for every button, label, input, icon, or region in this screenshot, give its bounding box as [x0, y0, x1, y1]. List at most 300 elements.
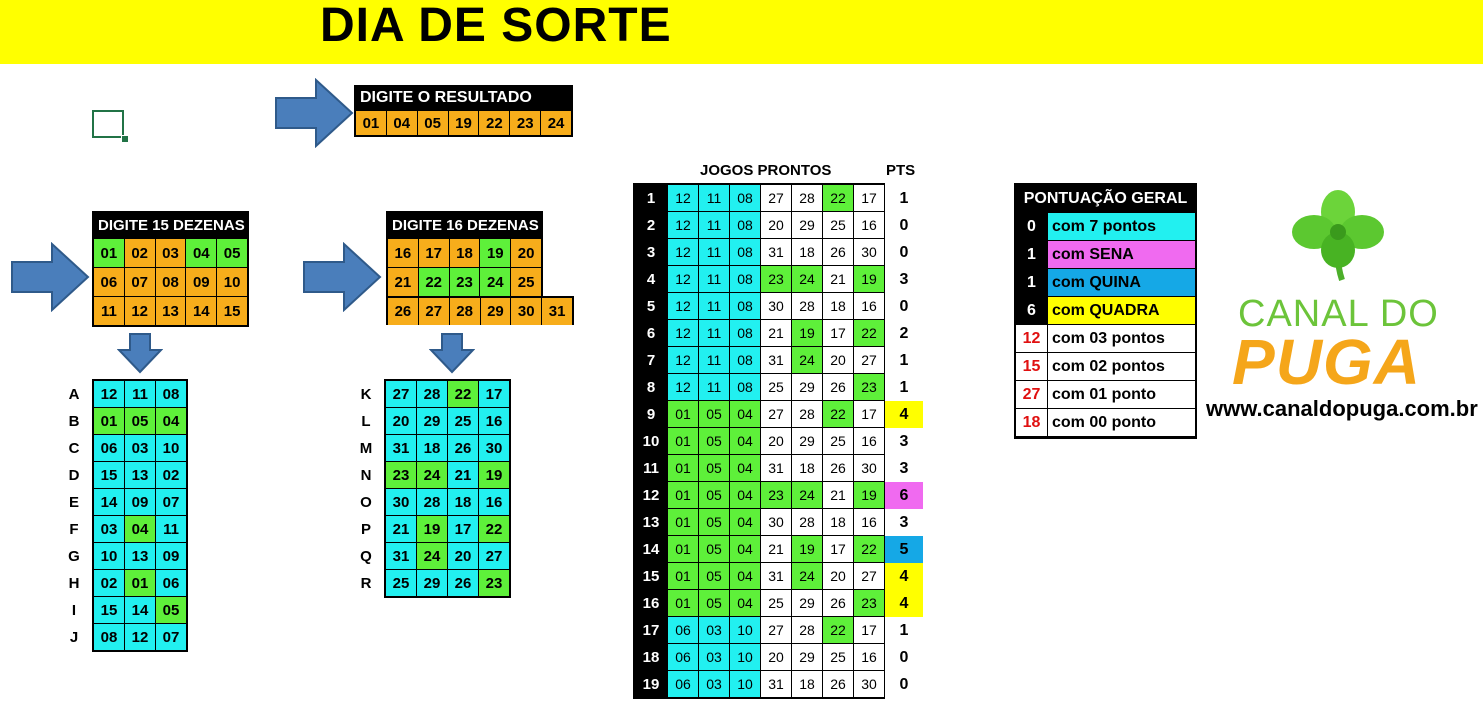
pontuacao-count: 1: [1016, 241, 1048, 268]
group-cell: 19: [479, 462, 509, 488]
jogo-cell: 03: [699, 671, 729, 697]
group-label: B: [68, 413, 80, 430]
selected-cell[interactable]: [92, 110, 124, 138]
jogo-pts: 1: [899, 621, 909, 639]
jogo-cell: 27: [761, 401, 791, 427]
group-cell: 27: [479, 543, 509, 569]
group-label: H: [68, 575, 80, 592]
dezenas-15-header: DIGITE 15 DEZENAS: [92, 211, 249, 239]
group-cell: 20: [448, 543, 478, 569]
jogo-cell: 17: [823, 536, 853, 562]
jogo-pts: 3: [899, 270, 909, 288]
dezena-cell[interactable]: 18: [450, 239, 480, 267]
jogo-cell: 29: [792, 374, 822, 400]
group-cell: 10: [94, 543, 124, 569]
jogo-cell: 27: [854, 347, 884, 373]
jogo-cell: 12: [668, 320, 698, 346]
jogo-pts: 1: [899, 378, 909, 396]
group-label: G: [68, 548, 80, 565]
arrow-down-icon: [117, 332, 163, 374]
jogo-number: 10: [635, 428, 667, 454]
jogo-cell: 26: [823, 455, 853, 481]
dezena-cell[interactable]: 12: [125, 297, 155, 325]
arrow-down-icon: [429, 332, 475, 374]
group-cell: 14: [125, 597, 155, 623]
jogo-cell: 29: [792, 212, 822, 238]
jogo-cell: 08: [730, 239, 760, 265]
jogo-cell: 18: [823, 509, 853, 535]
group-cell: 15: [94, 462, 124, 488]
jogo-cell: 08: [730, 293, 760, 319]
jogo-pts: 5: [885, 536, 923, 563]
dezena-cell[interactable]: 09: [186, 268, 216, 296]
jogo-cell: 30: [761, 509, 791, 535]
jogo-cell: 01: [668, 482, 698, 508]
group-label: Q: [360, 548, 372, 565]
jogo-number: 15: [635, 563, 667, 589]
jogo-cell: 19: [792, 320, 822, 346]
group-label: O: [360, 494, 372, 511]
jogo-cell: 20: [823, 563, 853, 589]
group-cell: 04: [156, 408, 186, 434]
group-cell: 28: [417, 489, 447, 515]
group-label: L: [361, 413, 371, 430]
jogo-number: 18: [635, 644, 667, 670]
dezenas-16-panel: [386, 211, 543, 298]
jogo-cell: 25: [761, 590, 791, 616]
jogo-cell: 12: [668, 374, 698, 400]
dezena-cell[interactable]: 27: [419, 298, 449, 325]
group-cell: 17: [448, 516, 478, 542]
resultado-header: DIGITE O RESULTADO: [354, 85, 573, 111]
group-label: R: [360, 575, 372, 592]
jogo-cell: 17: [854, 401, 884, 427]
pontuacao-row: [1016, 325, 1195, 353]
group-cell: 13: [125, 462, 155, 488]
dezena-cell[interactable]: 22: [419, 268, 449, 296]
jogo-cell: 05: [699, 401, 729, 427]
group-cell: 09: [156, 543, 186, 569]
jogo-pts: 0: [899, 675, 909, 693]
group-cell: 02: [94, 570, 124, 596]
group-cell: 08: [94, 624, 124, 650]
jogo-cell: 30: [854, 455, 884, 481]
group-cell: 31: [386, 435, 416, 461]
pontuacao-row: [1016, 297, 1195, 325]
group-cell: 30: [479, 435, 509, 461]
group-cell: 26: [448, 435, 478, 461]
jogo-cell: 11: [699, 320, 729, 346]
group-cell: 31: [386, 543, 416, 569]
jogo-cell: 06: [668, 617, 698, 643]
pontuacao-row: [1016, 409, 1195, 437]
jogo-cell: 27: [854, 563, 884, 589]
pontuacao-label: com QUINA: [1048, 269, 1195, 296]
group-cell: 06: [156, 570, 186, 596]
arrow-right-icon: [302, 242, 382, 312]
dezena-cell[interactable]: 28: [450, 298, 480, 325]
jogo-pts: 4: [885, 401, 923, 428]
jogo-number: 7: [635, 347, 667, 373]
jogo-cell: 04: [730, 536, 760, 562]
arrow-right-icon: [274, 78, 354, 148]
group-cell: 27: [386, 381, 416, 407]
jogo-cell: 12: [668, 293, 698, 319]
pontuacao-count: 18: [1016, 409, 1048, 436]
jogo-cell: 16: [854, 644, 884, 670]
groups-right: [356, 379, 511, 598]
pontuacao-row: [1016, 353, 1195, 381]
jogo-cell: 05: [699, 590, 729, 616]
jogo-cell: 05: [699, 536, 729, 562]
jogo-cell: 04: [730, 455, 760, 481]
dezenas-15-grid[interactable]: [92, 239, 249, 327]
jogo-cell: 11: [699, 185, 729, 211]
jogo-cell: 12: [668, 185, 698, 211]
jogo-cell: 29: [792, 590, 822, 616]
jogo-pts: 3: [899, 459, 909, 477]
dezena-cell[interactable]: 02: [125, 239, 155, 267]
pontuacao-count: 1: [1016, 269, 1048, 296]
jogo-cell: 04: [730, 428, 760, 454]
jogo-cell: 25: [823, 428, 853, 454]
jogo-cell: 28: [792, 185, 822, 211]
jogo-cell: 12: [668, 266, 698, 292]
jogo-cell: 19: [854, 266, 884, 292]
jogo-number: 3: [635, 239, 667, 265]
pontuacao-label: com 01 ponto: [1048, 381, 1195, 408]
dezenas-15-panel: [92, 211, 249, 327]
group-cell: 04: [125, 516, 155, 542]
jogo-cell: 01: [668, 590, 698, 616]
jogo-cell: 05: [699, 509, 729, 535]
jogo-cell: 27: [761, 617, 791, 643]
group-cell: 21: [448, 462, 478, 488]
jogo-cell: 22: [823, 401, 853, 427]
resultado-cell[interactable]: 04: [387, 111, 417, 135]
title-banner: [0, 0, 1483, 64]
jogo-number: 11: [635, 455, 667, 481]
resultado-grid[interactable]: [354, 111, 573, 137]
jogo-cell: 05: [699, 482, 729, 508]
dezena-cell[interactable]: 25: [511, 268, 541, 296]
dezena-cell[interactable]: 05: [217, 239, 247, 267]
jogo-number: 19: [635, 671, 667, 697]
jogo-cell: 08: [730, 347, 760, 373]
jogo-cell: 04: [730, 590, 760, 616]
jogo-cell: 20: [823, 347, 853, 373]
group-cell: 05: [156, 597, 186, 623]
jogo-cell: 30: [854, 671, 884, 697]
jogo-number: 5: [635, 293, 667, 319]
group-label: E: [68, 494, 79, 511]
group-cell: 23: [386, 462, 416, 488]
jogo-cell: 21: [761, 320, 791, 346]
jogo-cell: 23: [854, 374, 884, 400]
group-cell: 18: [417, 435, 447, 461]
dezena-cell[interactable]: 01: [94, 239, 124, 267]
group-cell: 29: [417, 570, 447, 596]
jogo-cell: 08: [730, 212, 760, 238]
group-cell: 14: [94, 489, 124, 515]
jogo-cell: 22: [823, 185, 853, 211]
dezenas-16-grid[interactable]: [386, 239, 543, 298]
jogo-cell: 04: [730, 401, 760, 427]
group-label: D: [68, 467, 80, 484]
jogo-cell: 17: [854, 617, 884, 643]
jogo-pts: 4: [885, 590, 923, 617]
jogo-pts: 1: [899, 351, 909, 369]
dezena-cell[interactable]: 26: [388, 298, 418, 325]
jogo-cell: 25: [761, 374, 791, 400]
jogo-cell: 11: [699, 374, 729, 400]
jogo-number: 1: [635, 185, 667, 211]
jogos-header: JOGOS PRONTOS: [700, 162, 832, 179]
group-cell: 24: [417, 543, 447, 569]
group-grid: [384, 379, 511, 598]
resultado-cell[interactable]: 23: [510, 111, 540, 135]
group-cell: 03: [94, 516, 124, 542]
jogo-cell: 26: [823, 374, 853, 400]
pontuacao-row: [1016, 213, 1195, 241]
jogo-number: 14: [635, 536, 667, 562]
jogo-cell: 11: [699, 239, 729, 265]
group-cell: 11: [125, 381, 155, 407]
jogo-number: 8: [635, 374, 667, 400]
dezena-cell[interactable]: 15: [217, 297, 247, 325]
dezena-cell[interactable]: 14: [186, 297, 216, 325]
jogo-number: 2: [635, 212, 667, 238]
jogo-cell: 23: [761, 482, 791, 508]
jogo-cell: 05: [699, 455, 729, 481]
jogo-cell: 11: [699, 347, 729, 373]
jogo-cell: 25: [823, 644, 853, 670]
pontuacao-row: [1016, 269, 1195, 297]
jogo-pts: 0: [899, 243, 909, 261]
jogo-cell: 24: [792, 563, 822, 589]
group-cell: 15: [94, 597, 124, 623]
pontuacao-label: com 03 pontos: [1048, 325, 1195, 352]
jogo-cell: 04: [730, 482, 760, 508]
jogo-cell: 28: [792, 293, 822, 319]
groups-left: [64, 379, 188, 652]
jogo-cell: 29: [792, 644, 822, 670]
clover-icon: [1288, 184, 1388, 284]
dezena-cell[interactable]: 11: [94, 297, 124, 325]
dezena-cell[interactable]: 16: [388, 239, 418, 267]
group-label: F: [69, 521, 79, 538]
group-cell: 25: [448, 408, 478, 434]
jogo-cell: 01: [668, 563, 698, 589]
jogo-cell: 30: [761, 293, 791, 319]
resultado-cell[interactable]: 19: [449, 111, 479, 135]
pontuacao-count: 15: [1016, 353, 1048, 380]
group-cell: 17: [479, 381, 509, 407]
jogo-cell: 16: [854, 293, 884, 319]
group-cell: 16: [479, 489, 509, 515]
pontuacao-label: com QUADRA: [1048, 297, 1195, 324]
group-cell: 16: [479, 408, 509, 434]
group-label: J: [69, 629, 79, 646]
jogo-cell: 05: [699, 428, 729, 454]
group-cell: 12: [94, 381, 124, 407]
jogo-pts: 2: [899, 324, 909, 342]
jogo-number: 12: [635, 482, 667, 508]
group-label: M: [359, 440, 373, 457]
jogo-cell: 27: [761, 185, 791, 211]
group-label: K: [360, 386, 372, 403]
resultado-cell[interactable]: 22: [479, 111, 509, 135]
jogo-cell: 20: [761, 644, 791, 670]
jogo-cell: 16: [854, 212, 884, 238]
jogo-pts: 0: [899, 648, 909, 666]
jogo-cell: 11: [699, 293, 729, 319]
dezena-cell[interactable]: 03: [156, 239, 186, 267]
pontuacao-label: com 02 pontos: [1048, 353, 1195, 380]
dezena-cell[interactable]: 08: [156, 268, 186, 296]
jogo-cell: 03: [699, 644, 729, 670]
group-cell: 23: [479, 570, 509, 596]
jogo-cell: 10: [730, 617, 760, 643]
jogo-cell: 08: [730, 185, 760, 211]
jogo-cell: 10: [730, 644, 760, 670]
jogo-number: 4: [635, 266, 667, 292]
logo-line1: CANAL DO: [1238, 293, 1439, 335]
dezena-cell[interactable]: 23: [450, 268, 480, 296]
jogo-pts: 4: [885, 563, 923, 590]
group-cell: 25: [386, 570, 416, 596]
dezena-cell[interactable]: 31: [542, 298, 572, 325]
group-cell: 10: [156, 435, 186, 461]
dezena-cell[interactable]: 10: [217, 268, 247, 296]
jogo-pts: 1: [899, 189, 909, 207]
pontuacao-count: 12: [1016, 325, 1048, 352]
jogo-pts: 6: [885, 482, 923, 509]
logo-url[interactable]: www.canaldopuga.com.br: [1206, 396, 1478, 421]
group-cell: 07: [156, 489, 186, 515]
jogo-number: 17: [635, 617, 667, 643]
jogo-cell: 18: [792, 455, 822, 481]
dezena-cell[interactable]: 17: [419, 239, 449, 267]
jogo-cell: 31: [761, 347, 791, 373]
pontuacao-count: 27: [1016, 381, 1048, 408]
dezena-cell[interactable]: 30: [511, 298, 541, 325]
jogo-cell: 24: [792, 482, 822, 508]
jogo-pts: 0: [899, 297, 909, 315]
jogo-cell: 20: [761, 428, 791, 454]
group-cell: 08: [156, 381, 186, 407]
group-cell: 11: [156, 516, 186, 542]
jogo-cell: 29: [792, 428, 822, 454]
group-cell: 06: [94, 435, 124, 461]
group-label: N: [360, 467, 372, 484]
group-cell: 28: [417, 381, 447, 407]
group-cell: 24: [417, 462, 447, 488]
group-grid: [92, 379, 188, 652]
jogo-cell: 22: [854, 536, 884, 562]
dezena-cell[interactable]: 21: [388, 268, 418, 296]
jogo-cell: 18: [792, 671, 822, 697]
jogo-cell: 21: [761, 536, 791, 562]
jogo-cell: 17: [854, 185, 884, 211]
group-cell: 21: [386, 516, 416, 542]
jogo-cell: 28: [792, 509, 822, 535]
group-label: P: [360, 521, 371, 538]
jogo-cell: 01: [668, 455, 698, 481]
jogo-cell: 24: [792, 347, 822, 373]
jogo-cell: 08: [730, 320, 760, 346]
resultado-cell[interactable]: 01: [356, 111, 386, 135]
dezena-cell[interactable]: 29: [481, 298, 511, 325]
dezena-cell[interactable]: 19: [480, 239, 510, 267]
resultado-cell[interactable]: 24: [541, 111, 571, 135]
dezena-cell[interactable]: 04: [186, 239, 216, 267]
group-cell: 20: [386, 408, 416, 434]
group-cell: 07: [156, 624, 186, 650]
jogo-cell: 24: [792, 266, 822, 292]
jogo-cell: 01: [668, 536, 698, 562]
jogo-cell: 31: [761, 671, 791, 697]
pontuacao-count: 0: [1016, 213, 1048, 240]
jogo-cell: 06: [668, 644, 698, 670]
dezenas-16-header: DIGITE 16 DEZENAS: [386, 211, 543, 239]
dezena-cell[interactable]: 07: [125, 268, 155, 296]
jogo-cell: 25: [823, 212, 853, 238]
jogo-cell: 31: [761, 455, 791, 481]
jogo-cell: 23: [854, 590, 884, 616]
jogo-cell: 18: [792, 239, 822, 265]
group-cell: 02: [156, 462, 186, 488]
jogo-cell: 01: [668, 428, 698, 454]
dezena-cell[interactable]: 20: [511, 239, 541, 267]
fill-handle[interactable]: [121, 135, 129, 143]
jogo-cell: 12: [668, 212, 698, 238]
resultado-panel: [354, 85, 573, 137]
group-label: C: [68, 440, 80, 457]
jogo-number: 13: [635, 509, 667, 535]
group-label: A: [68, 386, 80, 403]
pontuacao-label: com SENA: [1048, 241, 1195, 268]
group-cell: 29: [417, 408, 447, 434]
jogo-cell: 16: [854, 428, 884, 454]
jogo-cell: 31: [761, 563, 791, 589]
dezena-cell[interactable]: 06: [94, 268, 124, 296]
group-cell: 13: [125, 543, 155, 569]
jogo-cell: 01: [668, 401, 698, 427]
resultado-cell[interactable]: 05: [418, 111, 448, 135]
jogo-cell: 08: [730, 266, 760, 292]
group-cell: 01: [94, 408, 124, 434]
dezenas-16-last-row[interactable]: [386, 296, 574, 325]
group-cell: 09: [125, 489, 155, 515]
jogo-cell: 20: [761, 212, 791, 238]
arrow-right-icon: [10, 242, 90, 312]
dezena-cell[interactable]: 13: [156, 297, 186, 325]
jogo-cell: 17: [823, 320, 853, 346]
group-cell: 26: [448, 570, 478, 596]
pontuacao-count: 6: [1016, 297, 1048, 324]
jogo-pts: 0: [899, 216, 909, 234]
jogo-pts: 3: [899, 513, 909, 531]
jogo-cell: 01: [668, 509, 698, 535]
jogo-cell: 19: [854, 482, 884, 508]
jogo-cell: 22: [823, 617, 853, 643]
dezena-cell[interactable]: 24: [480, 268, 510, 296]
jogo-cell: 19: [792, 536, 822, 562]
jogo-cell: 12: [668, 347, 698, 373]
page-title: DIA DE SORTE: [320, 0, 672, 52]
pontuacao-label: com 7 pontos: [1048, 213, 1195, 240]
